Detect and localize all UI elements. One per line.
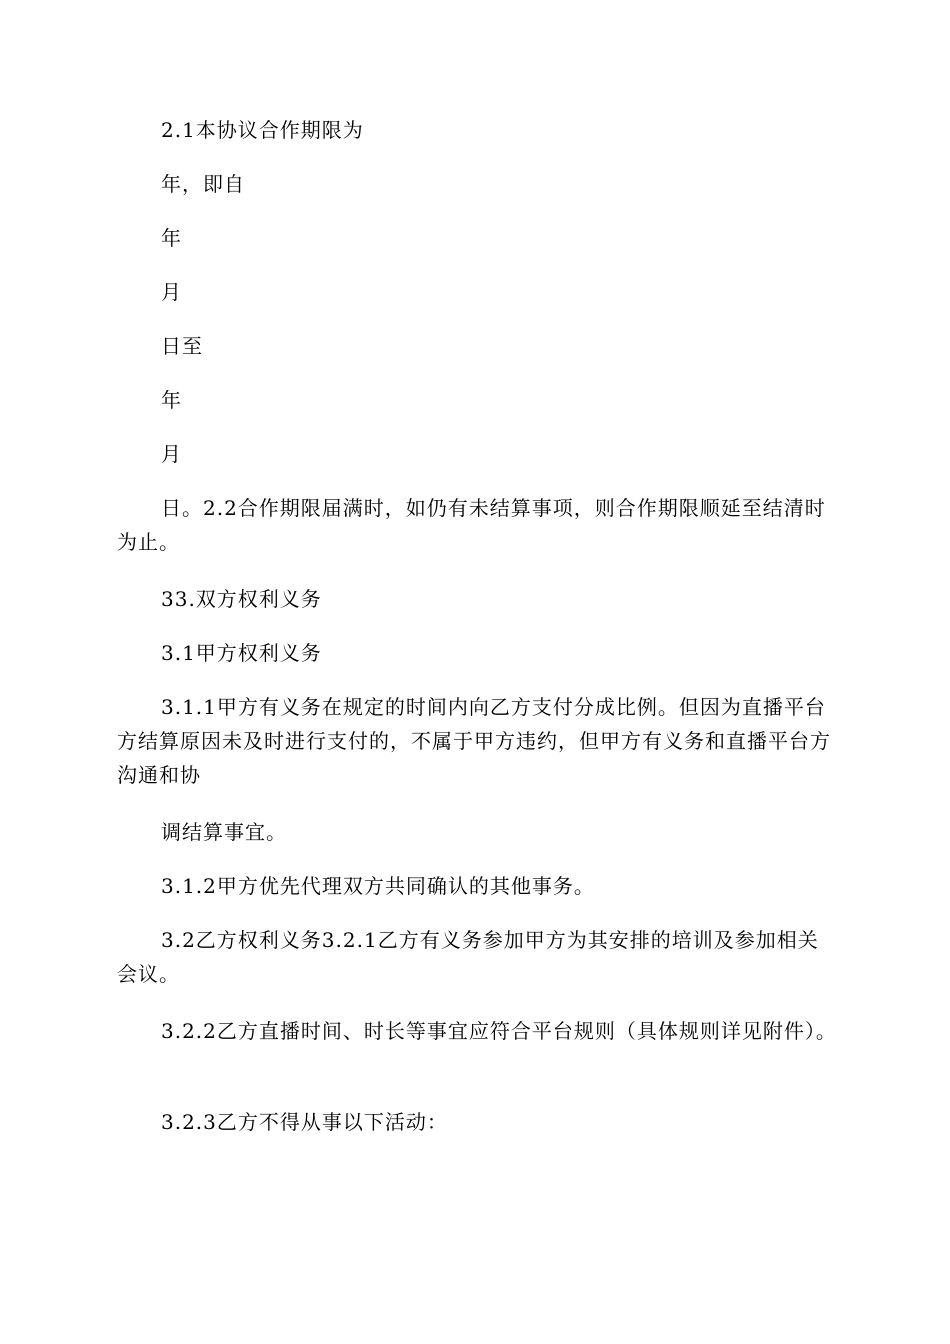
clause-2-1-term: 2.1本协议合作期限为 <box>161 118 364 142</box>
clause-3-1-heading: 3.1甲方权利义务 <box>161 641 322 665</box>
start-month: 月 <box>161 280 182 304</box>
clause-3-2-and-3-2-1: 3.2乙方权利义务3.2.1乙方有义务参加甲方为其安排的培训及参加相关会议。 <box>117 928 819 986</box>
clause-3-1-2: 3.1.2甲方优先代理双方共同确认的其他事务。 <box>161 874 595 898</box>
term-years-from: 年，即自 <box>161 172 245 196</box>
start-year: 年 <box>161 226 182 250</box>
end-year: 年 <box>161 388 182 412</box>
clause-3-1-1: 3.1.1甲方有义务在规定的时间内向乙方支付分成比例。但因为直播平台方结算原因未及时进行支付的，不属于甲方违约，但甲方有义务和直播平台方沟通和协 <box>117 695 831 787</box>
clause-3-2-3: 3.2.3乙方不得从事以下活动： <box>161 1110 448 1134</box>
clause-3-2-2: 3.2.2乙方直播时间、时长等事宜应符合平台规则（具体规则详见附件）。 <box>161 1019 837 1043</box>
clause-2-2-extension: 日。2.2合作期限届满时，如仍有未结算事项，则合作期限顺延至结清时为止。 <box>117 496 826 554</box>
start-day-to: 日至 <box>161 334 203 358</box>
section-3-heading: 33.双方权利义务 <box>161 587 322 611</box>
clause-3-1-1-continued: 调结算事宜。 <box>161 820 287 844</box>
end-month: 月 <box>161 442 182 466</box>
